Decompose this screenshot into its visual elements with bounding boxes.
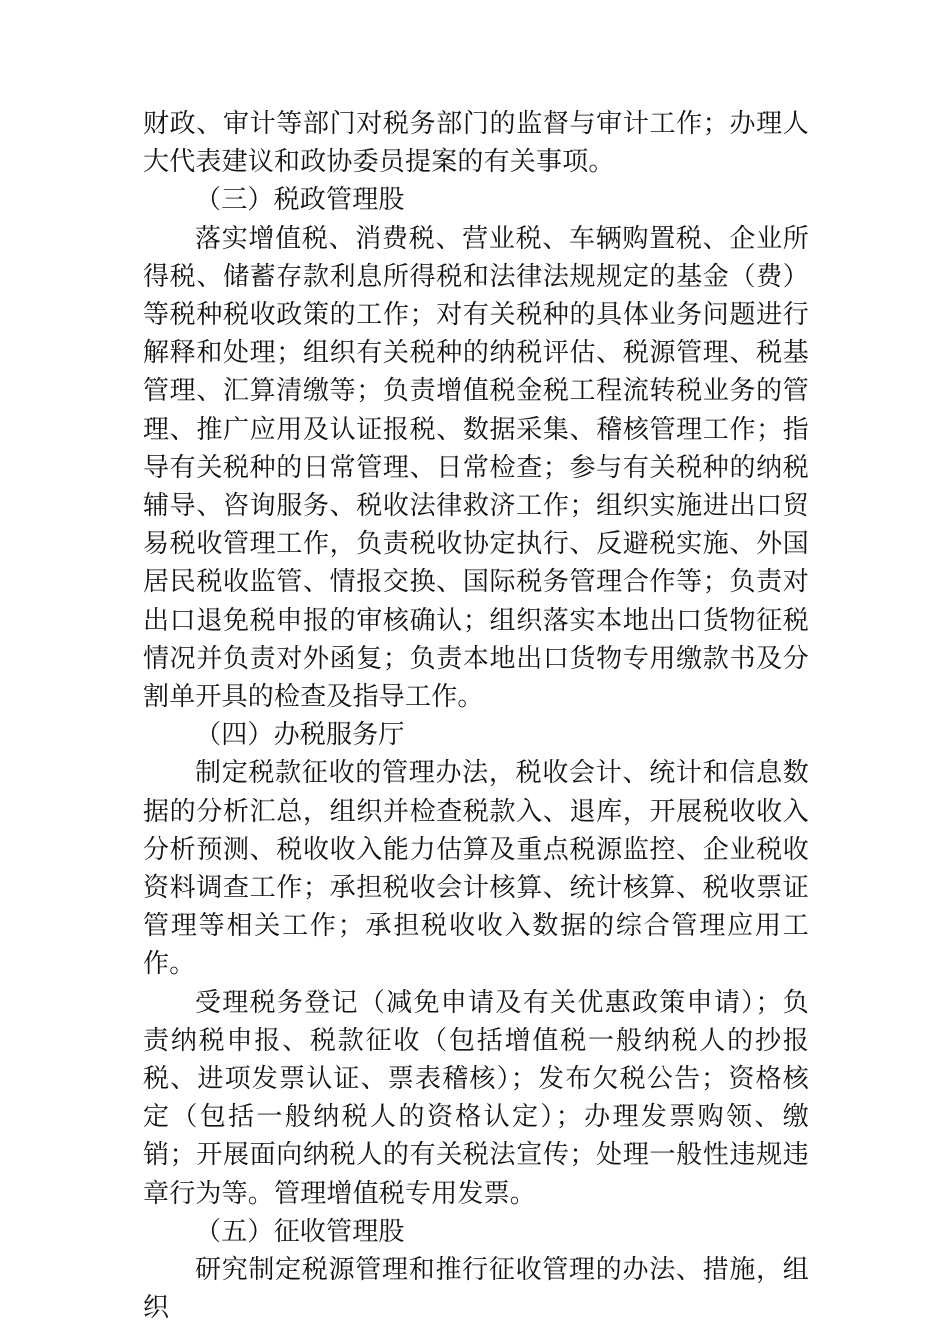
paragraph-continuation: 财政、审计等部门对税务部门的监督与审计工作；办理人大代表建议和政协委员提案的有关事项。 [143, 109, 809, 178]
section-heading-service-hall: （四）办税服务厅 [195, 720, 405, 751]
document-page [143, 105, 809, 1328]
section-heading-tax-policy: （三）税政管理股 [195, 185, 405, 216]
section-heading-collection-management: （五）征收管理股 [195, 1216, 405, 1247]
paragraph-collection-management-duties: 研究制定税源管理和推行征收管理的办法、措施，组织 [143, 1255, 809, 1324]
paragraph-service-hall-duties-1: 制定税款征收的管理办法，税收会计、统计和信息数据的分析汇总，组织并检查税款入、退库，开展税收收入分析预测、税收收入能力估算及重点税源监控、企业税收资料调查工作；承担税收会计核算、统计核算、税收票证管理等相关工作；承担税收收入数据的综合管理应用工作。 [143, 758, 809, 980]
paragraph-tax-policy-duties: 落实增值税、消费税、营业税、车辆购置税、企业所得税、储蓄存款利息所得税和法律法规规定的基金（费）等税种税收政策的工作；对有关税种的具体业务问题进行解释和处理；组织有关税种的纳税评估、税源管理、税基管理、汇算清缴等；负责增值税金税工程流转税业务的管理、推广应用及认证报税、数据采集、稽核管理工作；指导有关税种的日常管理、日常检查；参与有关税种的纳税辅导、咨询服务、税收法律救济工作；组织实施进出口贸易税收管理工作，负责税收协定执行、反避税实施、外国居民税收监管、情报交换、国际税务管理合作等；负责对出口退免税申报的审核确认；组织落实本地出口货物征税情况并负责对外函复；负责本地出口货物专用缴款书及分割单开具的检查及指导工作。 [143, 223, 809, 713]
paragraph-service-hall-duties-2: 受理税务登记（减免申请及有关优惠政策申请）；负责纳税申报、税款征收（包括增值税一般纳税人的抄报税、进项发票认证、票表稽核）；发布欠税公告；资格核定（包括一般纳税人的资格认定）；办理发票购领、缴销；开展面向纳税人的有关税法宣传；处理一般性违规违章行为等。管理增值税专用发票。 [143, 987, 809, 1209]
